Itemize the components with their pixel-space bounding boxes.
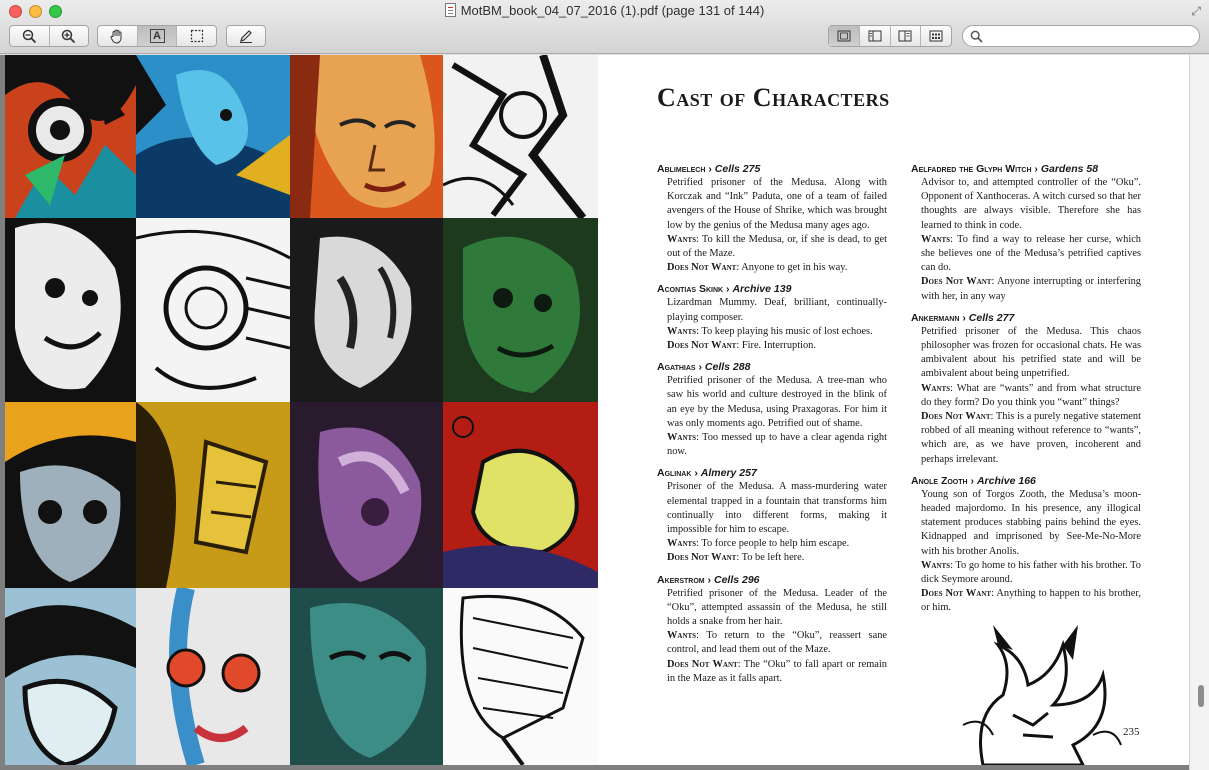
character-name: Anole Zooth bbox=[911, 474, 968, 487]
two-page-view-button[interactable] bbox=[891, 26, 922, 46]
left-text-column bbox=[657, 163, 887, 694]
character-entry bbox=[657, 467, 887, 565]
character-location: Almery 257 bbox=[700, 467, 757, 480]
does-not-want-text: Fire. Interruption. bbox=[741, 340, 816, 352]
character-wants: Wants: To go home to his father with his brother. To dick Seymore around. bbox=[921, 559, 1141, 586]
character-location: Archive 139 bbox=[732, 283, 792, 296]
does-not-want-text: The “Oku” to fall apart or remain in the Maze as it falls apart. bbox=[667, 658, 887, 684]
wants-text: To force people to help him escape. bbox=[701, 538, 850, 550]
does-not-want-label: Does Not Want bbox=[667, 262, 737, 274]
pencil-icon bbox=[238, 28, 254, 44]
vertical-scrollbar[interactable] bbox=[1189, 55, 1209, 770]
character-description: Petrified prisoner of the Medusa. This chaos philosopher was frozen for occasional chats. He was ambivalent about his petrified state and will be ambivalent about being unpetrified. bbox=[921, 325, 1141, 380]
window-title-area bbox=[0, 3, 1209, 18]
does-not-want-text: To be left here. bbox=[741, 552, 805, 564]
zoom-out-button[interactable] bbox=[10, 26, 50, 46]
character-wants: Wants: What are “wants” and from what structure do they form? Do you think you “want” things? bbox=[921, 382, 1141, 408]
tool-button-group bbox=[97, 25, 217, 47]
does-not-want-label: Does Not Want bbox=[921, 276, 992, 288]
art-tile-5 bbox=[5, 218, 136, 402]
character-wants: Wants: To kill the Medusa, or, if she is dead, to get out of the Maze. bbox=[667, 233, 887, 260]
does-not-want-label: Does Not Want bbox=[667, 552, 737, 564]
character-description: Petrified prisoner of the Medusa. Leader of the “Oku”, attempted assassin of the Medusa, he still holds a snake from her hair. bbox=[667, 587, 887, 628]
sidebar-view-button[interactable] bbox=[860, 26, 891, 46]
character-wants: Wants: To find a way to release her curse, which she believes one of the Medusa’s petrified captives can do. bbox=[921, 233, 1142, 274]
text-page bbox=[598, 55, 1189, 765]
grid-icon bbox=[929, 30, 943, 42]
does-not-want-label: Does Not Want bbox=[921, 411, 991, 423]
character-name-line: Aelfadred the Glyph Witch › Gardens 58 bbox=[911, 163, 1099, 175]
wants-text: To return to the “Oku”, reassert sane control, and lead them out of the Maze. bbox=[667, 630, 888, 656]
does-not-want-label: Does Not Want bbox=[921, 588, 992, 600]
search-input[interactable] bbox=[987, 28, 1192, 44]
page-illustration bbox=[953, 625, 1123, 765]
annotate-button[interactable] bbox=[227, 26, 265, 46]
character-name-line: Acontias Skink › Archive 139 bbox=[657, 283, 792, 296]
scrollbar-thumb[interactable] bbox=[1198, 685, 1204, 707]
character-description: Young son of Torgos Zooth, the Medusa’s moon-headed majordomo. In his presence, any illogical statement produces stabbing pains behind the eyes. Kidnapped and imprisoned by See-Me-No-More with his brother Anolis. bbox=[921, 488, 1141, 557]
character-description: Petrified prisoner of the Medusa. Along with Korczak and “Ink” Paduta, one of a team of failed avengers of the House of Shrike, which was brought low by the genius of the Medusa many ages ago. bbox=[667, 177, 887, 231]
right-text-column bbox=[911, 163, 1141, 624]
character-description: Lizardman Mummy. Deaf, brilliant, continually-playing composer. bbox=[667, 297, 887, 323]
wants-label: Wants bbox=[667, 325, 697, 337]
art-tile-4 bbox=[443, 55, 598, 218]
art-tile-12 bbox=[443, 402, 598, 588]
character-does-not-want: Does Not Want: To be left here. bbox=[667, 552, 805, 564]
single-page-view-button[interactable] bbox=[829, 26, 860, 46]
character-name-line: Ankermann › Cells 277 bbox=[911, 311, 1015, 324]
character-does-not-want: Does Not Want: Anyone interrupting or interfering with her, in any way bbox=[921, 276, 1141, 302]
does-not-want-text: Anyone interrupting or interfering with her, in any way bbox=[921, 276, 1141, 302]
character-wants: Wants: Too messed up to have a clear agenda right now. bbox=[667, 432, 887, 458]
rectangle-select-tool-button[interactable] bbox=[177, 26, 216, 46]
art-tile-11 bbox=[290, 402, 443, 588]
art-tile-9 bbox=[5, 402, 136, 588]
art-tile-2 bbox=[136, 55, 290, 218]
character-entry bbox=[911, 312, 1141, 467]
page-spread bbox=[5, 55, 1189, 765]
character-entry bbox=[657, 574, 887, 686]
does-not-want-text: Anything to happen to his brother, or him. bbox=[921, 588, 1141, 614]
wants-text: To find a way to release her curse, which she believes one of the Medusa’s petrified captives can do. bbox=[921, 233, 1142, 274]
character-description: Petrified prisoner of the Medusa. A tree-man who saw his world and culture destroyed in the blink of an eye by the Medusa, using Praxagoras. For him it was only moments ago. Petrified out of shame. bbox=[667, 375, 887, 429]
character-entry bbox=[911, 475, 1141, 616]
art-tile-8 bbox=[443, 218, 598, 402]
art-tile-15 bbox=[290, 588, 443, 765]
character-entry bbox=[911, 163, 1141, 304]
window-title: MotBM_book_04_07_2016 (1).pdf (page 131 of 144) bbox=[460, 3, 765, 18]
art-tile-1 bbox=[5, 55, 136, 218]
title-bar bbox=[0, 0, 1209, 54]
wants-label: Wants bbox=[667, 538, 697, 550]
art-tile-3 bbox=[290, 55, 443, 218]
wants-text: What are “wants” and from what structure do they form? Do you think you “want” things? bbox=[921, 382, 1141, 408]
art-tile-6 bbox=[136, 218, 290, 402]
character-entry bbox=[657, 283, 887, 353]
artwork-collage bbox=[5, 55, 598, 765]
character-does-not-want: Does Not Want: Anyone to get in his way. bbox=[667, 262, 848, 274]
character-location: Cells 288 bbox=[704, 361, 751, 374]
does-not-want-label: Does Not Want bbox=[667, 340, 737, 352]
wants-text: To kill the Medusa, or, if she is dead, to get out of the Maze. bbox=[667, 233, 887, 260]
character-name: Acontias Skink bbox=[657, 283, 724, 296]
search-icon bbox=[970, 30, 983, 43]
hand-icon bbox=[109, 28, 125, 44]
marquee-select-icon bbox=[190, 29, 204, 43]
wants-label: Wants bbox=[667, 233, 697, 245]
character-location: Cells 296 bbox=[713, 573, 760, 586]
character-entry bbox=[657, 163, 887, 275]
search-field[interactable] bbox=[962, 25, 1200, 47]
wants-label: Wants bbox=[667, 432, 697, 444]
character-name: Agathias bbox=[657, 361, 696, 374]
character-location: Cells 277 bbox=[968, 311, 1015, 324]
page-number: 235 bbox=[1123, 726, 1140, 738]
character-name: Aelfadred the Glyph Witch bbox=[911, 163, 1032, 175]
annotate-button-group bbox=[226, 25, 266, 47]
art-tile-16 bbox=[443, 588, 598, 765]
character-does-not-want: Does Not Want: This is a purely negative statement robbed of all meaning without reference to “wants”, which are, as we have proven, incoherent and perhaps irrelevant. bbox=[921, 411, 1142, 465]
character-does-not-want: Does Not Want: The “Oku” to fall apart or remain in the Maze as it falls apart. bbox=[667, 658, 887, 684]
pdf-document-icon bbox=[445, 3, 456, 17]
wants-text: To go home to his father with his brother. To dick Seymore around. bbox=[921, 559, 1141, 586]
character-wants: Wants: To return to the “Oku”, reassert sane control, and lead them out of the Maze. bbox=[667, 630, 888, 656]
character-name-line: Anole Zooth › Archive 166 bbox=[911, 474, 1036, 487]
art-tile-13 bbox=[5, 588, 136, 765]
text-tool-icon: A bbox=[150, 29, 165, 43]
text-select-tool-button[interactable] bbox=[138, 26, 178, 46]
wants-label: Wants bbox=[921, 233, 951, 245]
character-name: Ablimelech bbox=[657, 163, 706, 175]
character-location: Cells 275 bbox=[714, 163, 761, 175]
zoom-in-icon bbox=[61, 29, 76, 44]
character-location: Archive 166 bbox=[976, 474, 1036, 487]
zoom-in-button[interactable] bbox=[50, 26, 89, 46]
art-tile-14 bbox=[136, 588, 290, 765]
wants-text: To keep playing his music of lost echoes. bbox=[701, 325, 873, 337]
character-entry bbox=[657, 361, 887, 459]
character-name-line: Agathias › Cells 288 bbox=[657, 361, 751, 374]
character-description: Prisoner of the Medusa. A mass-murdering water elemental trapped in a fountain that transforms him continually into different forms, making it impossible for him to escape. bbox=[667, 481, 887, 536]
two-page-icon bbox=[898, 30, 912, 42]
does-not-want-text: This is a purely negative statement robbed of all meaning without reference to “wants”, which are, as we have proven, incoherent and perhaps irrelevant. bbox=[921, 411, 1142, 465]
does-not-want-text: Anyone to get in his way. bbox=[741, 262, 848, 274]
document-canvas[interactable] bbox=[0, 55, 1209, 770]
single-page-icon bbox=[837, 30, 851, 42]
character-does-not-want: Does Not Want: Fire. Interruption. bbox=[667, 340, 816, 352]
sidebar-icon bbox=[868, 30, 882, 42]
page-heading: Cast of Characters bbox=[657, 83, 890, 112]
character-name: Akerstrom bbox=[657, 573, 705, 586]
wants-label: Wants bbox=[921, 559, 951, 571]
contact-sheet-view-button[interactable] bbox=[921, 26, 951, 46]
wants-text: Too messed up to have a clear agenda right now. bbox=[667, 432, 887, 458]
wants-label: Wants bbox=[667, 630, 697, 642]
character-name-line: Aglinak › Almery 257 bbox=[657, 467, 757, 480]
character-wants: Wants: To force people to help him escape. bbox=[667, 538, 850, 550]
character-name-line: Ablimelech › Cells 275 bbox=[657, 163, 761, 175]
art-tile-10 bbox=[136, 402, 290, 588]
art-tile-7 bbox=[290, 218, 443, 402]
fullscreen-icon[interactable]: ⤢ bbox=[1191, 4, 1201, 18]
character-location: Gardens 58 bbox=[1040, 163, 1099, 175]
character-wants: Wants: To keep playing his music of lost echoes. bbox=[667, 325, 873, 337]
character-name-line: Akerstrom › Cells 296 bbox=[657, 573, 760, 586]
hand-tool-button[interactable] bbox=[98, 26, 138, 46]
wants-label: Wants bbox=[921, 382, 951, 394]
character-description: Advisor to, and attempted controller of the “Oku”. Opponent of Xanthoceras. A witch cursed so that her thoughts are always visible. Therefore she has learned to think in code. bbox=[921, 177, 1141, 231]
character-name: Ankermann bbox=[911, 311, 960, 324]
view-mode-group bbox=[828, 25, 952, 47]
character-name: Aglinak bbox=[657, 467, 692, 480]
does-not-want-label: Does Not Want bbox=[667, 658, 738, 670]
zoom-button-group bbox=[9, 25, 89, 47]
zoom-out-icon bbox=[22, 29, 37, 44]
character-does-not-want: Does Not Want: Anything to happen to his brother, or him. bbox=[921, 588, 1141, 614]
